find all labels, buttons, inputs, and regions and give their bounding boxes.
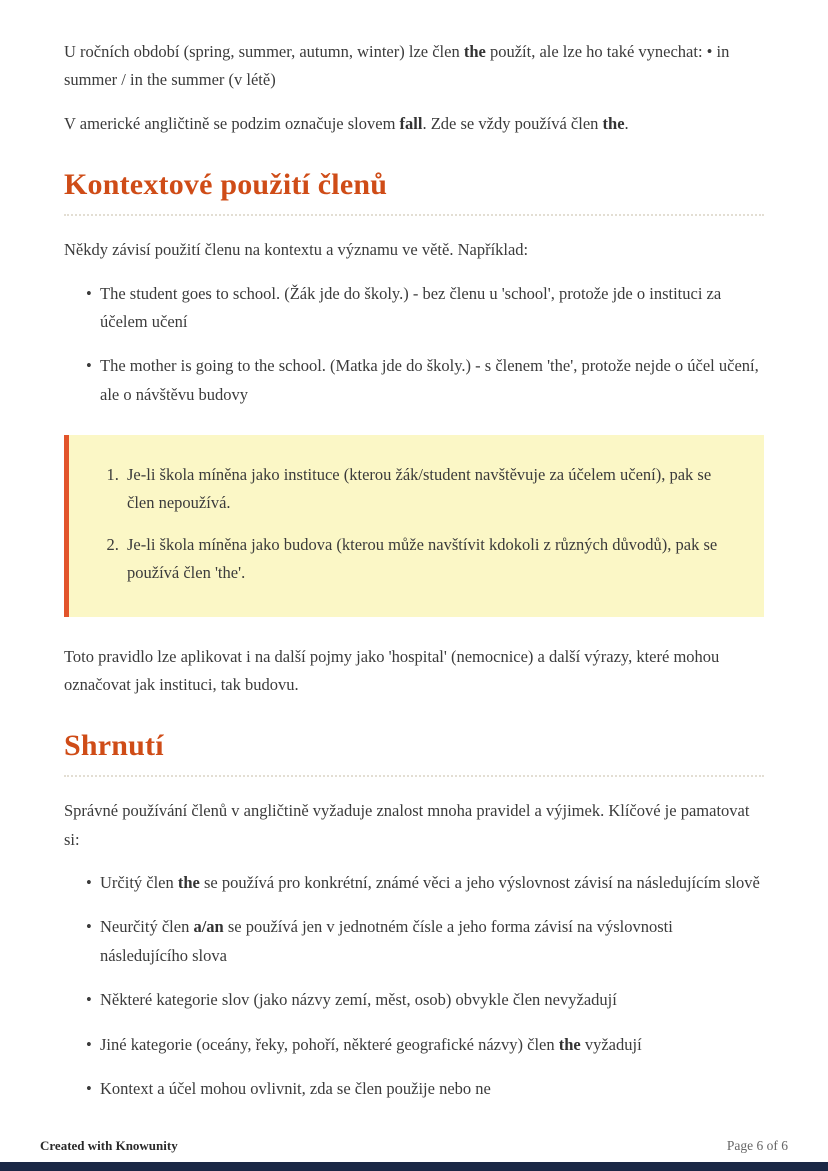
text-run: Kontext a účel mohou ovlivnit, zda se člen použije nebo ne <box>100 1078 491 1098</box>
text-run-bold: the <box>463 42 486 61</box>
list-item <box>86 1031 764 1059</box>
text-run: Je-li škola míněna jako instituce (kterou žák/student navštěvuje za účelem učení), pak se člen nepoužívá. <box>127 465 712 513</box>
list-item <box>86 986 764 1014</box>
list-item <box>86 1075 764 1103</box>
section-heading-summary: Shrnutí <box>64 729 164 763</box>
list-item <box>86 869 764 897</box>
dotted-divider <box>64 775 764 777</box>
school-rules-numbered-list <box>99 461 734 588</box>
text-run: Jiné kategorie (oceány, řeky, pohoří, některé geografické názvy) člen <box>100 1034 559 1054</box>
text-run: Některé kategorie slov (jako názvy zemí, měst, osob) obvykle člen nevyžadují <box>100 990 617 1010</box>
dotted-divider <box>64 214 764 216</box>
text-run: se používá pro konkrétní, známé věci a jeho výslovnost závisí na následujícím slově <box>199 873 760 892</box>
page-number: Page 6 of 6 <box>726 1138 788 1153</box>
paragraph-seasons <box>64 38 764 95</box>
text-run: Určitý člen <box>100 873 178 892</box>
highlight-callout-box <box>64 435 764 617</box>
text-run: Neurčitý člen <box>100 917 194 937</box>
text-run: . <box>624 113 629 133</box>
text-run: použít, ale lze ho také vynechat: • in summer / in the summer (v létě) <box>64 42 730 90</box>
list-item <box>86 280 764 337</box>
list-item <box>86 352 764 409</box>
text-run-bold: the <box>602 113 625 133</box>
text-run: The mother is going to the school. (Matka jde do školy.) - s členem 'the', protože nejde o účel učení, ale o návštěvu budovy <box>100 356 759 404</box>
page-footer <box>40 1138 788 1154</box>
summary-list <box>64 869 764 1103</box>
text-run: . Zde se vždy používá člen <box>422 113 603 133</box>
text-run: Je-li škola míněna jako budova (kterou může navštívit kdokoli z různých důvodů), pak se používá člen 'the'. <box>127 534 718 583</box>
footer-branding: Created with Knowunity <box>40 1138 178 1153</box>
text-run-bold: fall <box>399 113 423 133</box>
section1-intro: Někdy závisí použití členu na kontextu a významu ve větě. Například: <box>64 240 529 260</box>
list-item <box>86 913 764 970</box>
paragraph-fall <box>64 110 764 138</box>
bottom-accent-bar <box>0 1162 828 1171</box>
text-run: V americké angličtině se podzim označuje slovem <box>64 113 400 133</box>
section-heading-context: Kontextové použití členů <box>64 168 388 202</box>
text-run: U ročních období (spring, summer, autumn, winter) lze člen <box>64 42 464 61</box>
list-item <box>123 531 734 588</box>
text-run: The student goes to school. (Žák jde do školy.) - bez členu u 'school', protože jde o instituci za účelem učení <box>100 283 722 331</box>
context-examples-list <box>64 280 764 410</box>
section1-outro: Toto pravidlo lze aplikovat i na další pojmy jako 'hospital' (nemocnice) a další výrazy, které mohou označovat jak instituci, tak budovu. <box>64 646 720 694</box>
text-run-bold: the <box>177 873 200 892</box>
section2-intro: Správné používání členů v angličtině vyžaduje znalost mnoha pravidel a výjimek. Klíčové je pamatovat si: <box>64 801 750 849</box>
list-item <box>123 461 734 518</box>
text-run: se používá jen v jednotném čísle a jeho forma závisí na výslovnosti následujícího slova <box>100 917 673 965</box>
text-run: vyžadují <box>580 1034 642 1054</box>
text-run-bold: the <box>558 1034 581 1054</box>
text-run-bold: a/an <box>193 917 224 937</box>
